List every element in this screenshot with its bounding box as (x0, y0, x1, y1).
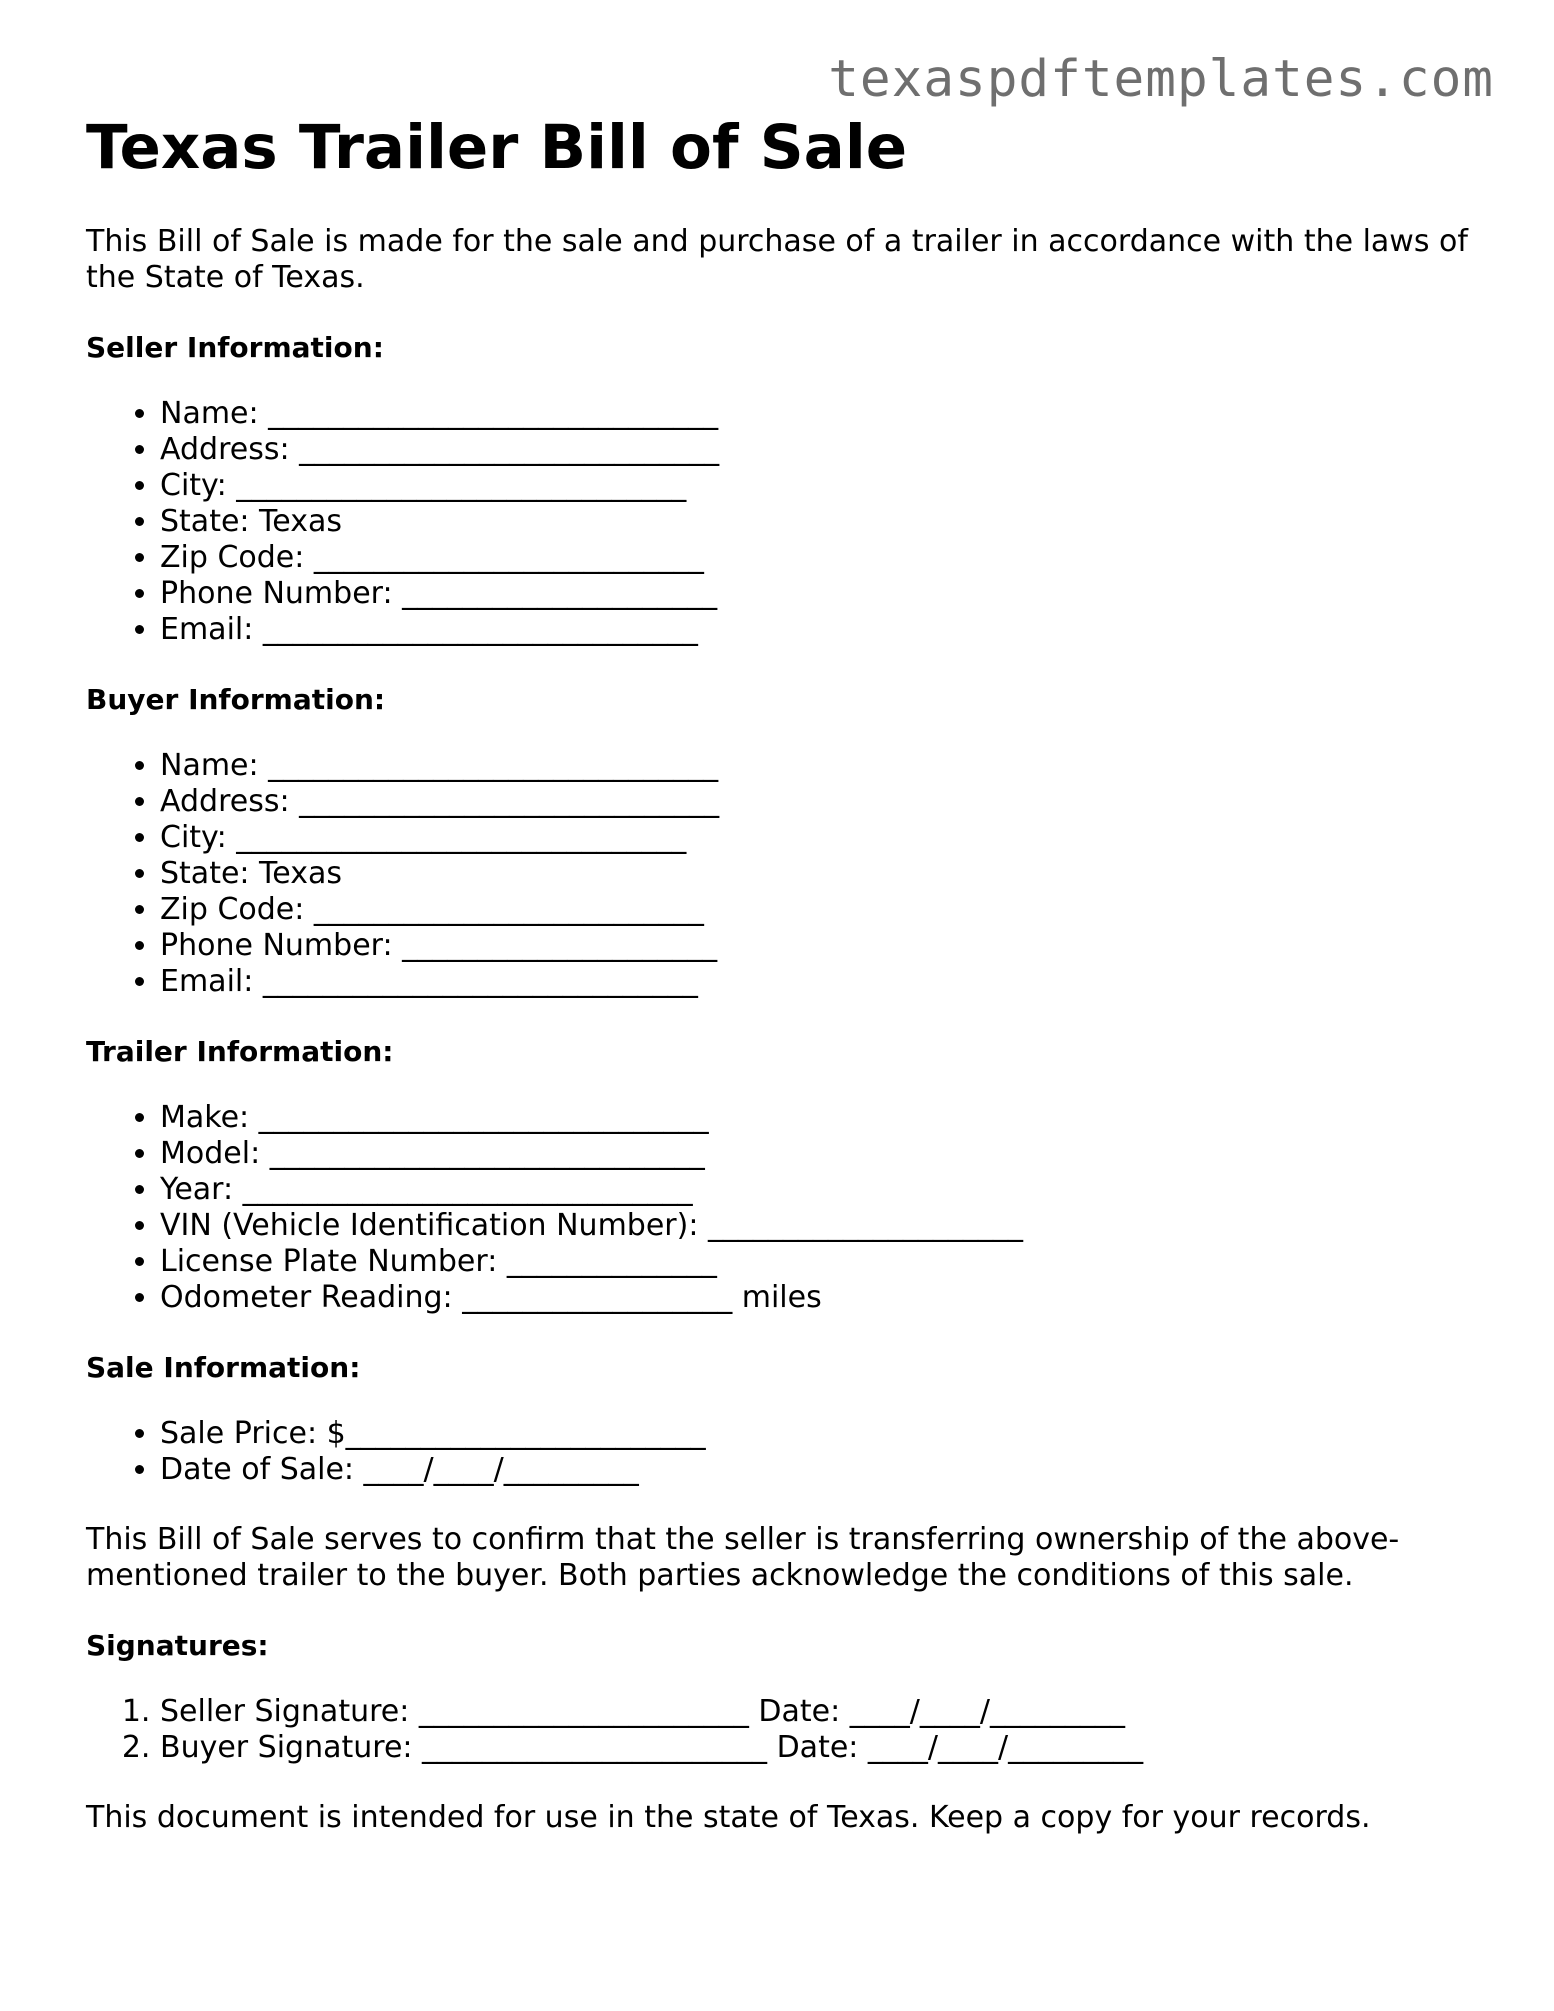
seller-address-field[interactable]: • Address: ____________________________ (160, 432, 1476, 468)
signatures-section-heading: Signatures: (86, 1629, 269, 1662)
seller-zip-field[interactable]: • Zip Code: __________________________ (160, 540, 1476, 576)
closing-paragraph: This Bill of Sale serves to confirm that the seller is transferring ownership of the above-mentioned trailer to the buyer. Both parties acknowledge the conditions of this sale. (86, 1522, 1400, 1593)
sale-section-heading: Sale Information: (86, 1351, 361, 1384)
buyer-fields-list (86, 748, 1476, 1000)
seller-city-field[interactable]: • City: ______________________________ (160, 468, 1476, 504)
buyer-phone-field[interactable]: • Phone Number: _____________________ (160, 928, 1476, 964)
seller-email-field[interactable]: • Email: _____________________________ (160, 612, 1476, 648)
seller-fields-list (86, 396, 1476, 648)
watermark: texaspdftemplates.com (828, 50, 1494, 109)
trailer-odometer-field[interactable]: • Odometer Reading: __________________ miles (160, 1280, 1476, 1316)
sale-price-field[interactable]: • Sale Price: $________________________ (160, 1416, 1476, 1452)
buyer-city-field[interactable]: • City: ______________________________ (160, 820, 1476, 856)
buyer-state-field: • State: Texas (160, 856, 1476, 892)
sale-fields-list (86, 1416, 1476, 1488)
seller-signature-field[interactable]: 1. Seller Signature: ______________________ Date: ____/____/_________ (160, 1694, 1476, 1730)
page-title: Texas Trailer Bill of Sale (86, 112, 908, 183)
trailer-section-heading: Trailer Information: (86, 1035, 394, 1068)
trailer-year-field[interactable]: • Year: ______________________________ (160, 1172, 1476, 1208)
intro-paragraph: This Bill of Sale is made for the sale and purchase of a trailer in accordance with the laws of the State of Texas. (86, 224, 1468, 295)
buyer-zip-field[interactable]: • Zip Code: __________________________ (160, 892, 1476, 928)
buyer-section-heading: Buyer Information: (86, 683, 386, 716)
buyer-signature-field[interactable]: 2. Buyer Signature: _______________________ Date: ____/____/_________ (160, 1730, 1476, 1766)
seller-section-heading: Seller Information: (86, 331, 384, 364)
buyer-address-field[interactable]: • Address: ____________________________ (160, 784, 1476, 820)
trailer-fields-list (86, 1100, 1476, 1316)
seller-name-field[interactable]: • Name: ______________________________ (160, 396, 1476, 432)
trailer-license-plate-field[interactable]: • License Plate Number: ______________ (160, 1244, 1476, 1280)
trailer-vin-field[interactable]: • VIN (Vehicle Identification Number): _____________________ (160, 1208, 1476, 1244)
trailer-make-field[interactable]: • Make: ______________________________ (160, 1100, 1476, 1136)
buyer-name-field[interactable]: • Name: ______________________________ (160, 748, 1476, 784)
seller-state-field: • State: Texas (160, 504, 1476, 540)
trailer-model-field[interactable]: • Model: _____________________________ (160, 1136, 1476, 1172)
document-body (86, 112, 1476, 1836)
buyer-email-field[interactable]: • Email: _____________________________ (160, 964, 1476, 1000)
seller-phone-field[interactable]: • Phone Number: _____________________ (160, 576, 1476, 612)
footer-note: This document is intended for use in the state of Texas. Keep a copy for your records. (86, 1800, 1371, 1835)
signatures-list (86, 1694, 1476, 1766)
sale-date-field[interactable]: • Date of Sale: ____/____/_________ (160, 1452, 1476, 1488)
